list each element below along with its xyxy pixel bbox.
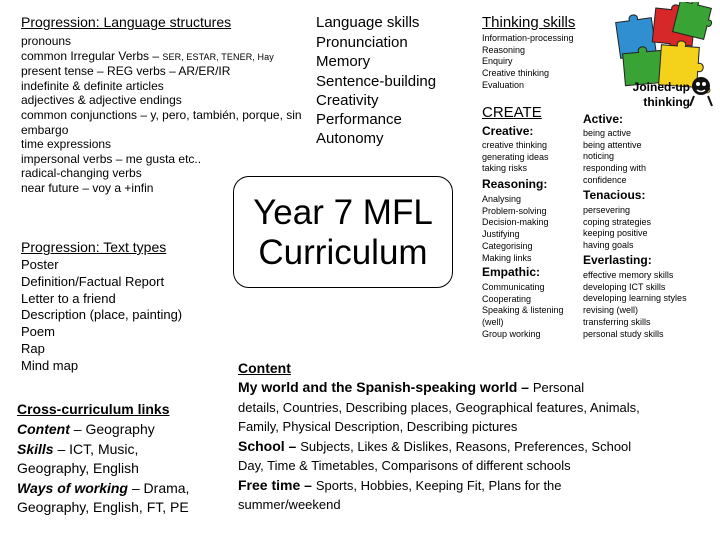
list-item: Creativity — [316, 91, 379, 109]
list-item: Justifying — [482, 229, 520, 240]
list-item: Communicating — [482, 282, 545, 292]
list-item: Group working — [482, 328, 541, 339]
list-item: Performance — [316, 111, 402, 129]
list-item: Making links — [482, 252, 532, 263]
thinking-figure-icon — [688, 74, 714, 108]
language-skills-heading: Language skills — [316, 14, 420, 31]
list-item: effective memory skills — [583, 270, 674, 280]
empathic-list — [482, 282, 564, 341]
language-skills-list — [316, 33, 436, 149]
title-line-1: Year 7 MFL — [253, 193, 433, 232]
list-item: common Irregular Verbs – SER, ESTAR, TENER, Hay — [21, 48, 274, 63]
list-item: taking risks — [482, 163, 528, 174]
content-body — [238, 378, 716, 515]
active-label: Active: — [583, 112, 624, 126]
structures-heading: Progression: Language structures — [21, 14, 232, 30]
list-item: Memory — [316, 53, 371, 71]
cross-line: Ways of working – Drama, — [17, 479, 190, 496]
create-heading: CREATE — [482, 104, 542, 121]
list-item: having goals — [583, 240, 634, 251]
reasoning-list — [482, 194, 549, 264]
content-line: details, Countries, Describing places, Geographical features, Animals, — [238, 399, 640, 415]
list-item: Reasoning — [482, 44, 526, 55]
list-item: common conjunctions – y, pero, también, porque, sin — [21, 107, 302, 122]
content-line: Free time – Sports, Hobbies, Keeping Fit, Plans for the — [238, 476, 562, 493]
reasoning-label: Reasoning: — [482, 177, 548, 191]
cross-line: Skills – ICT, Music, — [17, 440, 139, 457]
list-item: Enquiry — [482, 56, 513, 67]
cross-line: Content – Geography — [17, 421, 155, 437]
content-line: Family, Physical Description, Describing pictures — [238, 419, 518, 434]
list-item: being active — [583, 128, 632, 138]
list-item: Mind map — [21, 357, 79, 373]
list-item: developing learning styles — [583, 293, 687, 304]
list-item: Pronunciation — [316, 34, 408, 51]
list-item: Poem — [21, 324, 55, 340]
content-line: summer/weekend — [238, 497, 341, 512]
list-item: adjectives & adjective endings — [21, 93, 182, 108]
thinking-skills-heading: Thinking skills — [482, 14, 576, 31]
list-item: being attentive — [583, 139, 642, 150]
list-item: Rap — [21, 340, 45, 356]
list-item: Information-processing — [482, 33, 574, 43]
everlasting-label: Everlasting: — [583, 253, 652, 267]
list-item: keeping positive — [583, 228, 648, 239]
list-item: Problem-solving — [482, 205, 547, 216]
list-item: personal study skills — [583, 328, 664, 339]
irregular-verbs-small: SER, ESTAR, TENER, Hay — [162, 51, 274, 62]
list-item: Cooperating — [482, 293, 532, 304]
list-item: Autonomy — [316, 130, 384, 148]
thinking-skills-list — [482, 33, 574, 92]
list-item: persevering — [583, 205, 631, 215]
structures-list — [21, 34, 302, 196]
list-item: time expressions — [21, 137, 112, 152]
content-line: My world and the Spanish-speaking world – Personal — [238, 379, 585, 395]
list-item: generating ideas — [482, 151, 549, 162]
list-item: Letter to a friend — [21, 290, 116, 306]
list-item: radical-changing verbs — [21, 166, 142, 181]
joined-up-thinking: Joined-up thinking — [632, 80, 690, 109]
list-item: Creative thinking — [482, 68, 550, 79]
list-item: confidence — [583, 174, 627, 185]
tenacious-label: Tenacious: — [583, 188, 646, 202]
list-item: responding with — [583, 163, 647, 174]
list-item: Evaluation — [482, 79, 525, 90]
list-item: impersonal verbs – me gusta etc.. — [21, 151, 202, 166]
empathic-label: Empathic: — [482, 265, 541, 279]
list-item: creative thinking — [482, 140, 548, 150]
everlasting-list — [583, 270, 687, 340]
cross-line: Geography, English — [17, 460, 139, 476]
list-item: revising (well) — [583, 305, 639, 316]
list-item: noticing — [583, 151, 615, 162]
tenacious-list — [583, 205, 651, 252]
list-item: near future – voy a +infin — [21, 180, 154, 195]
list-item: Speaking & listening — [482, 305, 564, 316]
list-item: Analysing — [482, 194, 522, 204]
list-item: Decision-making — [482, 217, 549, 228]
cross-line: Geography, English, FT, PE — [17, 499, 189, 515]
cross-curriculum-body — [17, 420, 189, 518]
text-types-heading: Progression: Text types — [21, 239, 167, 255]
list-item: present tense – REG verbs – AR/ER/IR — [21, 64, 231, 79]
list-item: Categorising — [482, 240, 533, 251]
creative-label: Creative: — [482, 124, 534, 138]
content-line: Day, Time & Timetables, Comparisons of different schools — [238, 458, 571, 473]
text-types-list — [21, 257, 182, 375]
list-item: pronouns — [21, 34, 72, 48]
list-item: developing ICT skills — [583, 281, 666, 292]
title-line-2: Curriculum — [258, 233, 428, 272]
list-item: Sentence-building — [316, 72, 437, 90]
list-item: Description (place, painting) — [21, 307, 183, 323]
list-item: transferring skills — [583, 316, 651, 327]
list-item: indefinite & definite articles — [21, 78, 164, 93]
curriculum-title-box — [233, 176, 453, 288]
list-item: coping strategies — [583, 216, 652, 227]
list-item: (well) — [482, 317, 504, 328]
content-heading: Content — [238, 360, 291, 376]
active-list — [583, 128, 646, 187]
list-item: embargo — [21, 122, 69, 137]
cross-curriculum-heading: Cross-curriculum links — [17, 401, 170, 417]
list-item: Definition/Factual Report — [21, 273, 165, 289]
content-line: School – Subjects, Likes & Dislikes, Reasons, Preferences, School — [238, 437, 632, 454]
list-item: Poster — [21, 257, 59, 272]
creative-list — [482, 140, 549, 175]
